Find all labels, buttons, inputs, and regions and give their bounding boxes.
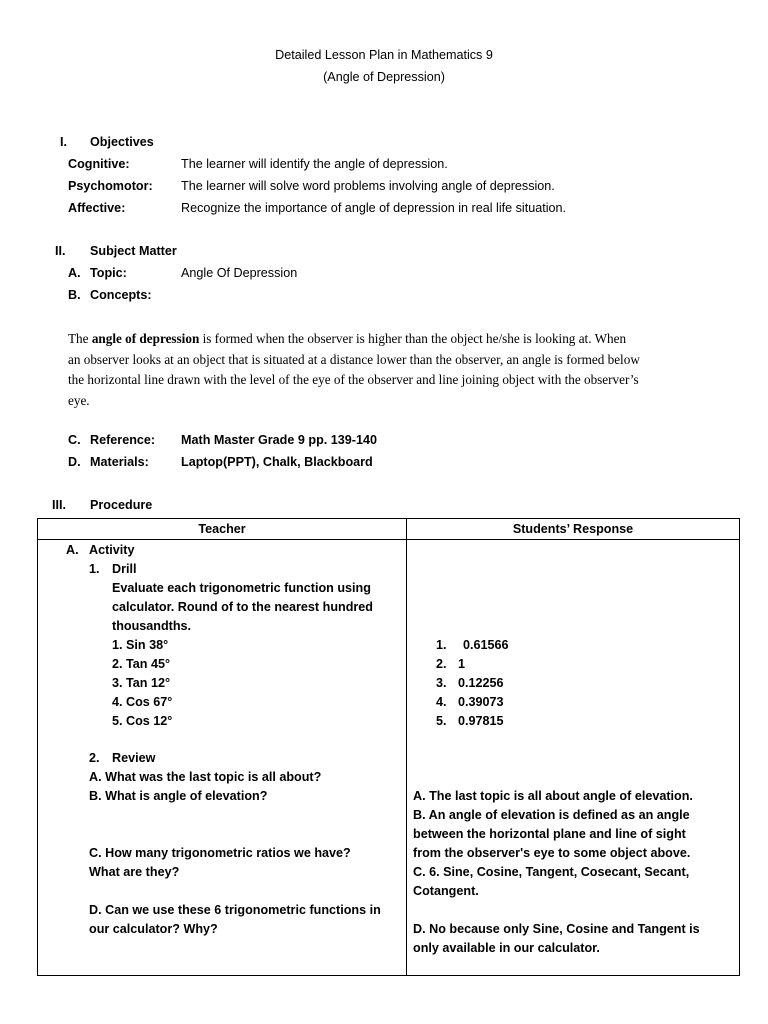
review-answer-d: D. No because only Sine, Cosine and Tangent is xyxy=(413,922,700,936)
topic-value: Angle Of Depression xyxy=(181,266,298,280)
activity-label: Activity xyxy=(89,543,135,557)
drill-instruction-line: calculator. Round of to the nearest hundred xyxy=(112,600,373,614)
concept-intro: The xyxy=(68,331,92,346)
review-question-d: D. Can we use these 6 trigonometric functions in xyxy=(89,903,381,917)
subject-matter-numeral: II. xyxy=(55,244,66,258)
teacher-cell xyxy=(38,540,407,976)
review-answer-d-cont: only available in our calculator. xyxy=(413,941,600,955)
objective-text-psychomotor: The learner will solve word problems involving angle of depression. xyxy=(181,179,555,193)
concept-term: angle of depression xyxy=(91,331,200,346)
objective-label-affective: Affective: xyxy=(68,201,126,215)
drill-answer-num: 3. xyxy=(436,676,447,690)
concept-line-3: the horizontal line drawn with the level of the eye of the observer and line joining object with the observer’s xyxy=(68,372,639,387)
materials-label: Materials: xyxy=(90,455,149,469)
drill-marker: 1. xyxy=(89,562,100,576)
drill-answer-value: 0.39073 xyxy=(458,695,504,709)
drill-answer-value: 0.97815 xyxy=(458,714,504,728)
drill-answer-value: 0.61566 xyxy=(463,638,509,652)
procedure-table xyxy=(37,518,740,976)
concept-paragraph xyxy=(68,329,724,411)
activity-marker: A. xyxy=(66,543,79,557)
review-answer-c-cont: Cotangent. xyxy=(413,884,479,898)
review-answer-b: B. An angle of elevation is defined as an angle xyxy=(413,808,690,822)
document-title: Detailed Lesson Plan in Mathematics 9 xyxy=(275,48,493,62)
review-answer-c: C. 6. Sine, Cosine, Tangent, Cosecant, Secant, xyxy=(413,865,690,879)
concept-line-4: eye. xyxy=(68,392,90,408)
subject-matter-heading: Subject Matter xyxy=(90,244,177,258)
review-question-c: C. How many trigonometric ratios we have? xyxy=(89,846,351,860)
drill-answer-num: 5. xyxy=(436,714,447,728)
reference-label: Reference: xyxy=(90,433,156,447)
procedure-table-row xyxy=(38,540,740,976)
drill-answer-num: 1. xyxy=(436,638,447,652)
concept-line-1 xyxy=(68,329,724,350)
drill-item: 4. Cos 67° xyxy=(112,695,173,709)
objective-text-affective: Recognize the importance of angle of depression in real life situation. xyxy=(181,201,567,215)
review-question-c-cont: What are they? xyxy=(89,865,180,879)
concepts-marker: B. xyxy=(68,288,81,302)
review-question-d-cont: our calculator? Why? xyxy=(89,922,218,936)
review-answer-b-cont: from the observer's eye to some object above. xyxy=(413,846,691,860)
objective-text-cognitive: The learner will identify the angle of depression. xyxy=(181,157,448,171)
concept-line-2: an observer looks at an object that is situated at a distance lower than the observer, an angle is formed below xyxy=(68,351,640,367)
reference-value: Math Master Grade 9 pp. 139-140 xyxy=(181,433,377,447)
drill-instruction-line: thousandths. xyxy=(112,619,192,633)
drill-answer-value: 0.12256 xyxy=(458,676,504,690)
materials-value: Laptop(PPT), Chalk, Blackboard xyxy=(181,455,373,469)
drill-item: 2. Tan 45° xyxy=(112,657,170,671)
column-header-teacher: Teacher xyxy=(38,519,407,540)
procedure-heading: Procedure xyxy=(90,498,153,512)
students-cell xyxy=(407,540,740,976)
drill-item: 5. Cos 12° xyxy=(112,714,173,728)
drill-label: Drill xyxy=(112,562,137,576)
drill-answer-num: 2. xyxy=(436,657,447,671)
review-marker: 2. xyxy=(89,751,100,765)
reference-marker: C. xyxy=(68,433,81,447)
drill-instruction-line: Evaluate each trigonometric function using xyxy=(112,581,371,595)
drill-answer-num: 4. xyxy=(436,695,447,709)
drill-item: 1. Sin 38° xyxy=(112,638,169,652)
materials-marker: D. xyxy=(68,455,81,469)
drill-answer-value: 1 xyxy=(458,657,466,671)
review-answer-b-cont: between the horizontal plane and line of sight xyxy=(413,827,686,841)
objective-label-psychomotor: Psychomotor: xyxy=(68,179,153,193)
review-label: Review xyxy=(112,751,156,765)
topic-marker: A. xyxy=(68,266,81,280)
objective-label-cognitive: Cognitive: xyxy=(68,157,130,171)
objectives-numeral: I. xyxy=(60,135,67,149)
concepts-label: Concepts: xyxy=(90,288,152,302)
objectives-heading: Objectives xyxy=(90,135,154,149)
document-subtitle: (Angle of Depression) xyxy=(323,70,445,84)
review-answer-a: A. The last topic is all about angle of elevation. xyxy=(413,789,693,803)
concept-line-1-rest: is formed when the observer is higher than the object he/she is looking at. When xyxy=(199,331,627,346)
procedure-numeral: III. xyxy=(52,498,66,512)
topic-label: Topic: xyxy=(90,266,127,280)
review-question-a: A. What was the last topic is all about? xyxy=(89,770,322,784)
drill-item: 3. Tan 12° xyxy=(112,676,170,690)
review-question-b: B. What is angle of elevation? xyxy=(89,789,268,803)
column-header-students: Students’ Response xyxy=(407,519,740,540)
procedure-table-header xyxy=(38,519,740,540)
